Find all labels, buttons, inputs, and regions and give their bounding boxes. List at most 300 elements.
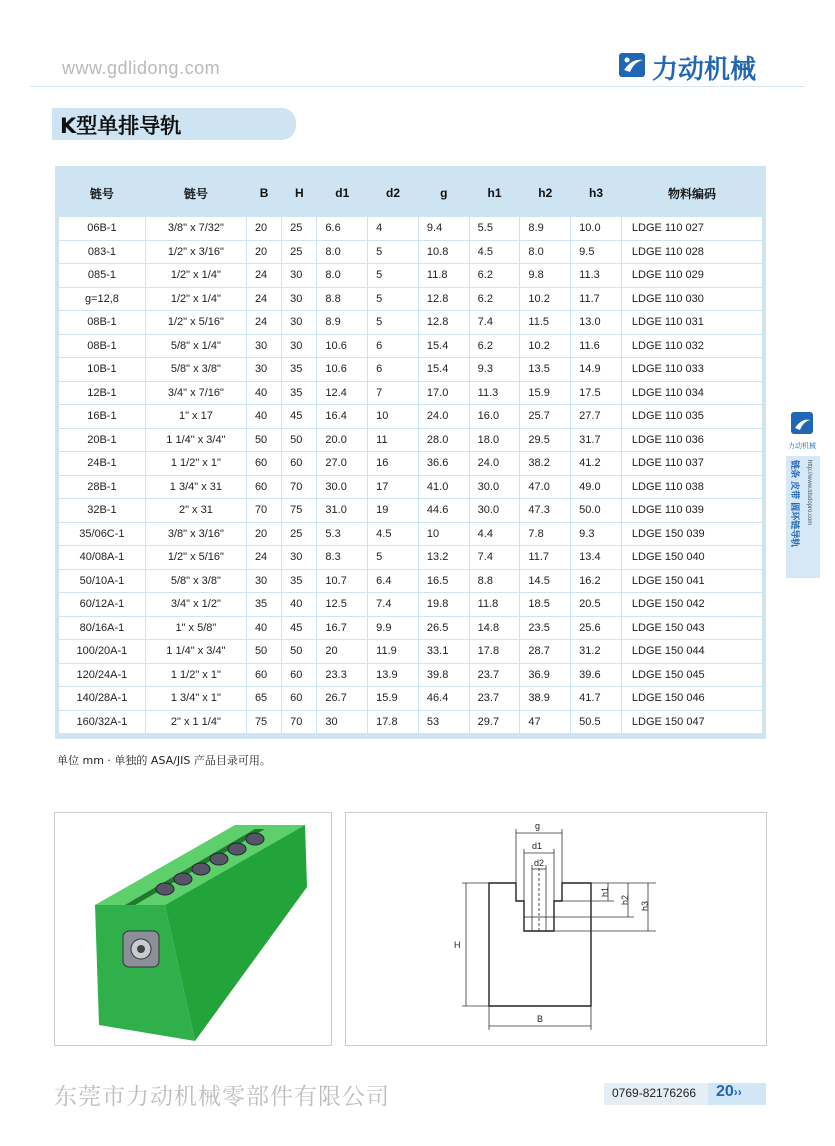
table-cell: 9.8 (520, 264, 570, 287)
table-cell: 4.4 (470, 523, 520, 546)
table-cell: 14.5 (520, 570, 570, 593)
table-cell: 20 (317, 640, 367, 663)
column-header: d1 (317, 170, 367, 216)
table-cell: 06B-1 (59, 217, 145, 240)
table-cell: 45 (282, 405, 316, 428)
table-cell: 50.5 (571, 711, 621, 734)
side-category-text: 链条 皮带 圆环链导轨 (789, 460, 799, 548)
table-cell: 9.4 (419, 217, 469, 240)
dimension-diagram (346, 813, 766, 1045)
table-cell: 17.8 (368, 711, 418, 734)
table-cell: 20 (247, 523, 281, 546)
table-cell: 11.3 (571, 264, 621, 287)
table-cell: 19 (368, 499, 418, 522)
table-cell: 60 (247, 476, 281, 499)
table-cell: 50 (282, 429, 316, 452)
table-cell: 23.5 (520, 617, 570, 640)
table-cell: LDGE 110 033 (622, 358, 762, 381)
table-cell: 10 (368, 405, 418, 428)
spec-table (58, 169, 763, 734)
table-cell: LDGE 150 046 (622, 687, 762, 710)
table-cell: 1/2" x 1/4" (146, 264, 246, 287)
table-cell: 1/2" x 5/16" (146, 546, 246, 569)
table-cell: 75 (282, 499, 316, 522)
dim-label-B: B (537, 1014, 544, 1024)
column-header: h2 (520, 170, 570, 216)
table-cell: 24.0 (470, 452, 520, 475)
table-cell: 1/2" x 5/16" (146, 311, 246, 334)
table-cell: 9.3 (571, 523, 621, 546)
table-cell: 50/10A-1 (59, 570, 145, 593)
table-cell: 10.6 (317, 335, 367, 358)
table-body (59, 217, 762, 733)
table-cell: LDGE 110 037 (622, 452, 762, 475)
table-cell: 08B-1 (59, 335, 145, 358)
table-cell: 10.0 (571, 217, 621, 240)
column-header: 物料编码 (622, 170, 762, 216)
table-cell: 20.0 (317, 429, 367, 452)
table-cell: 13.5 (520, 358, 570, 381)
table-cell: 11.6 (571, 335, 621, 358)
column-header: h1 (470, 170, 520, 216)
side-label-bar (786, 456, 820, 578)
column-header: B (247, 170, 281, 216)
table-cell: LDGE 150 045 (622, 664, 762, 687)
table-cell: LDGE 150 041 (622, 570, 762, 593)
table-cell: 24.0 (419, 405, 469, 428)
table-cell: 30 (317, 711, 367, 734)
table-cell: LDGE 110 035 (622, 405, 762, 428)
table-cell: 31.2 (571, 640, 621, 663)
table-cell: LDGE 150 044 (622, 640, 762, 663)
table-cell: 11.3 (470, 382, 520, 405)
table-cell: 65 (247, 687, 281, 710)
table-cell: 10 (419, 523, 469, 546)
table-cell: 160/32A-1 (59, 711, 145, 734)
table-cell: LDGE 110 029 (622, 264, 762, 287)
table-cell: 47.3 (520, 499, 570, 522)
table-cell: 16 (368, 452, 418, 475)
table-cell: 30 (282, 311, 316, 334)
table-cell: 17.5 (571, 382, 621, 405)
table-cell: 5/8" x 1/4" (146, 335, 246, 358)
dim-label-d1: d1 (532, 841, 543, 851)
table-cell: 30 (247, 358, 281, 381)
table-cell: 35/06C-1 (59, 523, 145, 546)
table-cell: 50 (247, 640, 281, 663)
table-row (59, 546, 762, 569)
table-cell: LDGE 110 027 (622, 217, 762, 240)
table-row (59, 640, 762, 663)
table-cell: 8.0 (317, 241, 367, 264)
table-cell: 15.9 (368, 687, 418, 710)
page-title: K型单排导轨 (60, 114, 182, 138)
table-cell: 5/8" x 3/8" (146, 570, 246, 593)
table-cell: 14.9 (571, 358, 621, 381)
table-cell: 13.4 (571, 546, 621, 569)
table-cell: 38.9 (520, 687, 570, 710)
table-cell: 47.0 (520, 476, 570, 499)
table-row (59, 476, 762, 499)
table-cell: 12.4 (317, 382, 367, 405)
table-row (59, 241, 762, 264)
table-cell: 28.7 (520, 640, 570, 663)
table-cell: 085-1 (59, 264, 145, 287)
table-cell: 11.8 (419, 264, 469, 287)
table-cell: 11.7 (571, 288, 621, 311)
table-cell: 25.7 (520, 405, 570, 428)
footer-phone: 0769-82176266 (612, 1086, 697, 1100)
table-cell: 30.0 (470, 476, 520, 499)
table-cell: 16.0 (470, 405, 520, 428)
table-cell: LDGE 110 032 (622, 335, 762, 358)
column-header: g (419, 170, 469, 216)
dim-label-g: g (535, 821, 541, 831)
table-cell: 60 (282, 687, 316, 710)
table-cell: 13.9 (368, 664, 418, 687)
table-cell: 3/4" x 7/16" (146, 382, 246, 405)
table-cell: 8.0 (317, 264, 367, 287)
table-cell: 20 (247, 217, 281, 240)
table-cell: 140/28A-1 (59, 687, 145, 710)
table-cell: 1 3/4" x 31 (146, 476, 246, 499)
table-cell: 30 (282, 335, 316, 358)
table-cell: 41.7 (571, 687, 621, 710)
table-cell: 4.5 (368, 523, 418, 546)
logo-icon (618, 50, 648, 80)
table-cell: 20B-1 (59, 429, 145, 452)
table-cell: 20.5 (571, 593, 621, 616)
table-cell: LDGE 150 039 (622, 523, 762, 546)
table-cell: 13.2 (419, 546, 469, 569)
table-cell: 5 (368, 264, 418, 287)
table-row (59, 593, 762, 616)
table-cell: 8.9 (520, 217, 570, 240)
table-cell: 25.6 (571, 617, 621, 640)
column-header: 链号 (146, 170, 246, 216)
table-cell: 6 (368, 358, 418, 381)
table-cell: 1 3/4" x 1" (146, 687, 246, 710)
table-cell: 16B-1 (59, 405, 145, 428)
table-row (59, 358, 762, 381)
table-cell: 1 1/4" x 3/4" (146, 640, 246, 663)
table-cell: 1/2" x 1/4" (146, 288, 246, 311)
table-cell: LDGE 110 036 (622, 429, 762, 452)
guide-rail-illustration (55, 813, 331, 1045)
table-cell: 26.7 (317, 687, 367, 710)
table-cell: LDGE 150 042 (622, 593, 762, 616)
table-cell: 80/16A-1 (59, 617, 145, 640)
table-cell: 8.3 (317, 546, 367, 569)
table-cell: 7 (368, 382, 418, 405)
table-cell: 6.6 (317, 217, 367, 240)
table-cell: 30 (282, 288, 316, 311)
table-cell: 7.4 (470, 311, 520, 334)
table-cell: 23.7 (470, 687, 520, 710)
table-cell: 6.2 (470, 288, 520, 311)
footer-company-name: 东莞市力动机械零部件有限公司 (54, 1084, 390, 1110)
table-cell: 11.7 (520, 546, 570, 569)
table-cell: 11.5 (520, 311, 570, 334)
page-number-text: 20 (716, 1083, 734, 1100)
table-cell: 23.7 (470, 664, 520, 687)
table-cell: 44.6 (419, 499, 469, 522)
table-cell: 41.0 (419, 476, 469, 499)
column-header: h3 (571, 170, 621, 216)
table-cell: LDGE 110 031 (622, 311, 762, 334)
table-cell: 28B-1 (59, 476, 145, 499)
table-cell: 5.3 (317, 523, 367, 546)
table-cell: 41.2 (571, 452, 621, 475)
table-cell: 5 (368, 546, 418, 569)
table-cell: 12.5 (317, 593, 367, 616)
table-cell: 5/8" x 3/8" (146, 358, 246, 381)
table-cell: 30 (282, 546, 316, 569)
table-cell: g=12,8 (59, 288, 145, 311)
table-cell: 50 (282, 640, 316, 663)
table-cell: 50.0 (571, 499, 621, 522)
column-header: 链号 (59, 170, 145, 216)
table-cell: 18.5 (520, 593, 570, 616)
table-cell: 70 (247, 499, 281, 522)
table-cell: 30 (282, 264, 316, 287)
table-cell: 5 (368, 311, 418, 334)
table-cell: 24 (247, 288, 281, 311)
brand-logo (618, 48, 768, 84)
table-cell: 7.8 (520, 523, 570, 546)
table-cell: 40 (282, 593, 316, 616)
table-cell: 39.6 (571, 664, 621, 687)
table-cell: 24 (247, 311, 281, 334)
table-cell: 45 (282, 617, 316, 640)
table-cell: 60 (282, 664, 316, 687)
table-cell: 25 (282, 241, 316, 264)
table-row (59, 311, 762, 334)
table-row (59, 711, 762, 734)
table-cell: 08B-1 (59, 311, 145, 334)
table-cell: 30 (247, 335, 281, 358)
table-cell: 8.8 (470, 570, 520, 593)
side-tab (786, 410, 820, 578)
table-cell: 3/8" x 3/16" (146, 523, 246, 546)
table-cell: 29.5 (520, 429, 570, 452)
table-cell: 31.7 (571, 429, 621, 452)
table-cell: LDGE 110 028 (622, 241, 762, 264)
table-cell: LDGE 110 038 (622, 476, 762, 499)
guide-rail-photo (54, 812, 332, 1046)
table-cell: 120/24A-1 (59, 664, 145, 687)
table-cell: 15.4 (419, 335, 469, 358)
table-cell: 70 (282, 476, 316, 499)
table-cell: 28.0 (419, 429, 469, 452)
table-cell: 24B-1 (59, 452, 145, 475)
table-cell: 11.9 (368, 640, 418, 663)
side-brand: 力动机械 (788, 442, 816, 450)
table-cell: 70 (282, 711, 316, 734)
table-row (59, 405, 762, 428)
table-row (59, 264, 762, 287)
table-cell: 6.2 (470, 335, 520, 358)
table-cell: 10.2 (520, 288, 570, 311)
table-cell: 8.8 (317, 288, 367, 311)
table-cell: 30.0 (470, 499, 520, 522)
table-header-row (59, 170, 762, 216)
table-cell: 10.2 (520, 335, 570, 358)
column-header: d2 (368, 170, 418, 216)
table-cell: 6.4 (368, 570, 418, 593)
table-cell: 60 (282, 452, 316, 475)
table-cell: 50 (247, 429, 281, 452)
table-cell: 11 (368, 429, 418, 452)
table-cell: 7.4 (470, 546, 520, 569)
table-cell: 36.6 (419, 452, 469, 475)
spec-table-frame (55, 166, 766, 739)
table-cell: 23.3 (317, 664, 367, 687)
side-url: http://www.ldsdopro.com (806, 460, 812, 526)
dim-label-h2: h2 (620, 894, 630, 905)
table-cell: 9.9 (368, 617, 418, 640)
table-cell: 5 (368, 288, 418, 311)
dim-label-h3: h3 (640, 900, 650, 911)
dim-label-H: H (454, 940, 461, 950)
cross-section-drawing (345, 812, 767, 1046)
table-cell: 49.0 (571, 476, 621, 499)
table-cell: 46.4 (419, 687, 469, 710)
table-cell: 2" x 31 (146, 499, 246, 522)
table-cell: 11.8 (470, 593, 520, 616)
table-cell: 53 (419, 711, 469, 734)
table-row (59, 664, 762, 687)
table-cell: 1 1/2" x 1" (146, 664, 246, 687)
table-cell: 30.0 (317, 476, 367, 499)
table-cell: LDGE 110 039 (622, 499, 762, 522)
table-cell: 2" x 1 1/4" (146, 711, 246, 734)
table-cell: 16.7 (317, 617, 367, 640)
dim-label-d2: d2 (534, 858, 545, 868)
table-row (59, 288, 762, 311)
table-cell: 16.2 (571, 570, 621, 593)
table-cell: 75 (247, 711, 281, 734)
table-cell: 4 (368, 217, 418, 240)
table-cell: 8.0 (520, 241, 570, 264)
table-cell: 5.5 (470, 217, 520, 240)
table-cell: 15.9 (520, 382, 570, 405)
table-cell: 1" x 5/8" (146, 617, 246, 640)
table-cell: 36.9 (520, 664, 570, 687)
table-cell: 18.0 (470, 429, 520, 452)
table-cell: 27.7 (571, 405, 621, 428)
table-cell: LDGE 150 047 (622, 711, 762, 734)
table-cell: 17.8 (470, 640, 520, 663)
table-cell: 9.5 (571, 241, 621, 264)
column-header: H (282, 170, 316, 216)
table-cell: 9.3 (470, 358, 520, 381)
table-row (59, 499, 762, 522)
table-row (59, 335, 762, 358)
table-cell: 30 (247, 570, 281, 593)
table-cell: 10.6 (317, 358, 367, 381)
table-row (59, 452, 762, 475)
table-row (59, 687, 762, 710)
table-cell: 24 (247, 546, 281, 569)
table-cell: 7.4 (368, 593, 418, 616)
table-cell: 31.0 (317, 499, 367, 522)
table-cell: 083-1 (59, 241, 145, 264)
table-cell: 13.0 (571, 311, 621, 334)
table-cell: 47 (520, 711, 570, 734)
table-row (59, 523, 762, 546)
unit-note: 单位 mm · 单独的 ASA/JIS 产品目录可用。 (57, 754, 271, 767)
website-url: www.gdlidong.com (62, 58, 221, 78)
table-cell: 16.5 (419, 570, 469, 593)
table-cell: 4.5 (470, 241, 520, 264)
table-cell: 40/08A-1 (59, 546, 145, 569)
table-cell: LDGE 150 043 (622, 617, 762, 640)
table-cell: 5 (368, 241, 418, 264)
table-cell: 38.2 (520, 452, 570, 475)
table-cell: 1/2" x 3/16" (146, 241, 246, 264)
chevron-right-icon: ›› (733, 1085, 742, 1099)
table-cell: 10.7 (317, 570, 367, 593)
table-cell: 40 (247, 382, 281, 405)
table-cell: 39.8 (419, 664, 469, 687)
table-cell: 26.5 (419, 617, 469, 640)
table-cell: 60 (247, 664, 281, 687)
table-cell: 35 (282, 382, 316, 405)
brand-name: 力动机械 (652, 55, 757, 85)
table-cell: 12.8 (419, 311, 469, 334)
table-cell: 6.2 (470, 264, 520, 287)
table-cell: 60 (247, 452, 281, 475)
table-cell: 17.0 (419, 382, 469, 405)
table-cell: 25 (282, 523, 316, 546)
table-cell: 24 (247, 264, 281, 287)
page-number (716, 1083, 742, 1101)
table-row (59, 217, 762, 240)
table-cell: 29.7 (470, 711, 520, 734)
table-cell: 35 (247, 593, 281, 616)
table-cell: 40 (247, 617, 281, 640)
table-row (59, 570, 762, 593)
table-cell: 25 (282, 217, 316, 240)
table-cell: 8.9 (317, 311, 367, 334)
table-row (59, 429, 762, 452)
table-cell: 19.8 (419, 593, 469, 616)
table-cell: 10B-1 (59, 358, 145, 381)
table-cell: 35 (282, 570, 316, 593)
table-row (59, 617, 762, 640)
table-cell: 40 (247, 405, 281, 428)
table-cell: 1 1/4" x 3/4" (146, 429, 246, 452)
table-cell: LDGE 110 030 (622, 288, 762, 311)
table-cell: 3/8" x 7/32" (146, 217, 246, 240)
table-cell: 10.8 (419, 241, 469, 264)
table-cell: LDGE 150 040 (622, 546, 762, 569)
header-divider (30, 86, 805, 87)
table-cell: 100/20A-1 (59, 640, 145, 663)
table-cell: LDGE 110 034 (622, 382, 762, 405)
table-cell: 27.0 (317, 452, 367, 475)
dim-label-h1: h1 (600, 886, 610, 897)
table-cell: 6 (368, 335, 418, 358)
side-logo-icon (786, 410, 820, 456)
table-cell: 12.8 (419, 288, 469, 311)
table-cell: 35 (282, 358, 316, 381)
table-cell: 17 (368, 476, 418, 499)
table-cell: 33.1 (419, 640, 469, 663)
table-cell: 1 1/2" x 1" (146, 452, 246, 475)
table-cell: 3/4" x 1/2" (146, 593, 246, 616)
